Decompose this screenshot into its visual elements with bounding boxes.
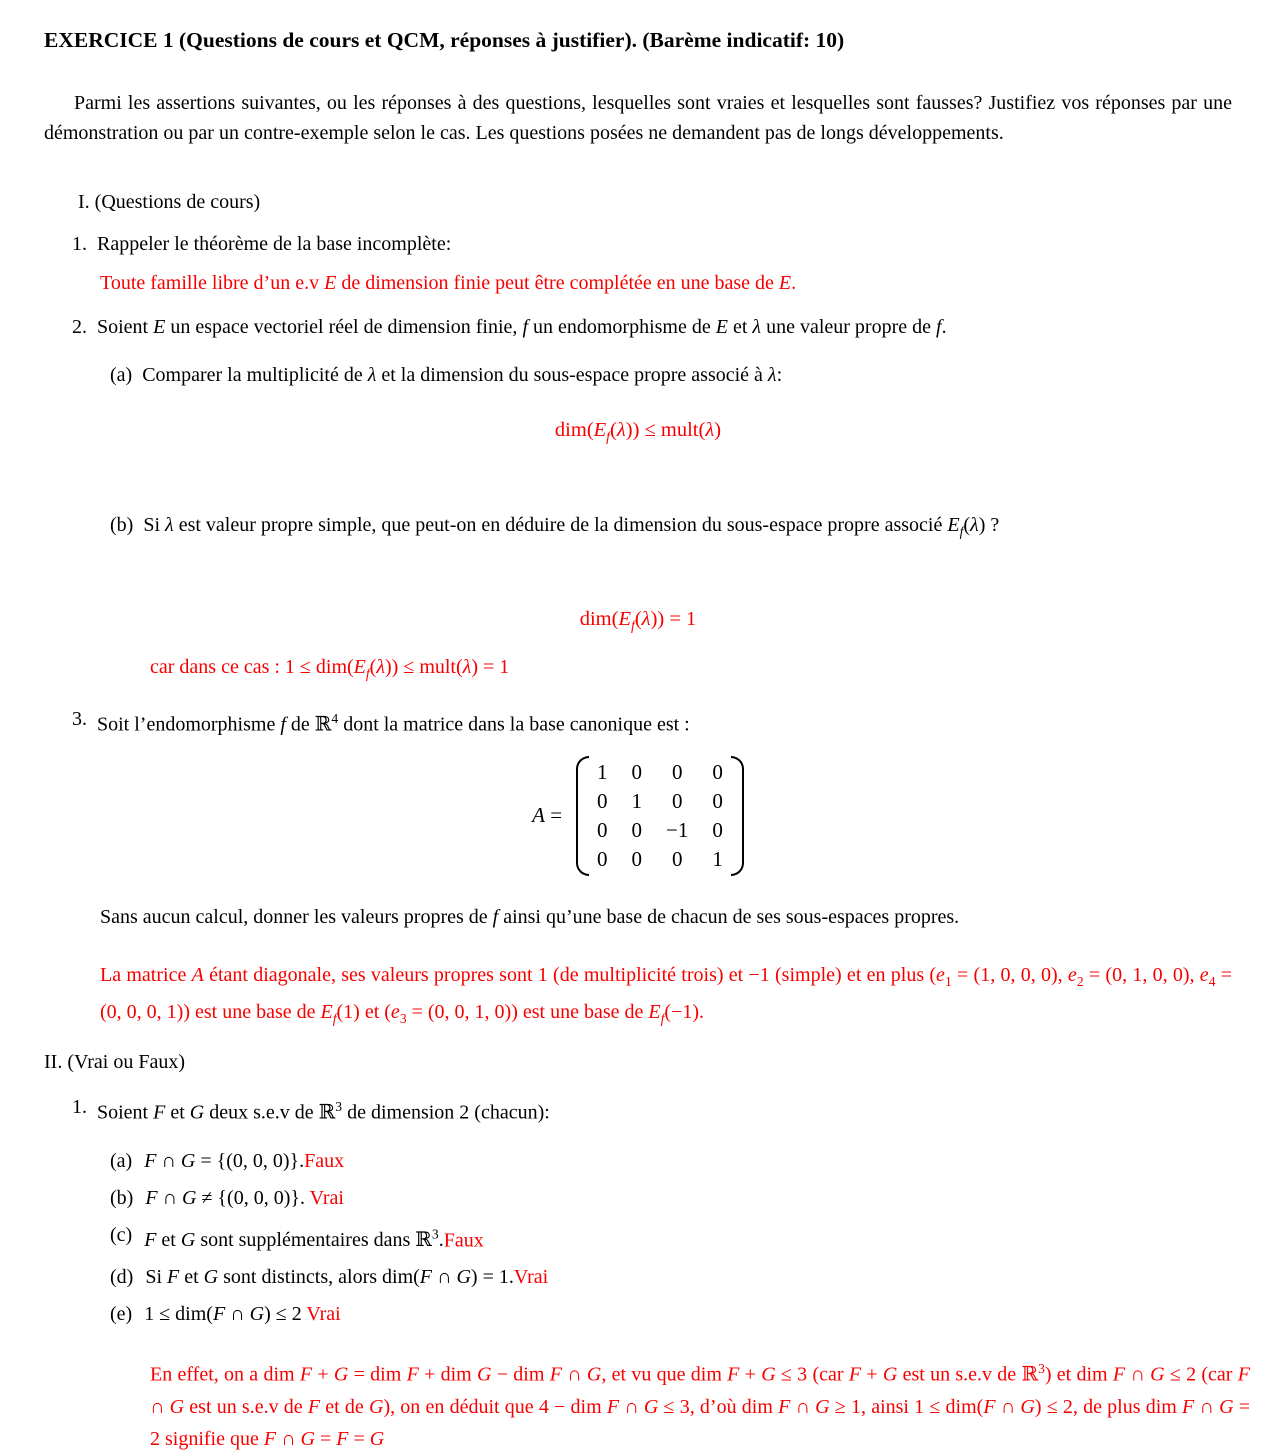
item-b-label: (b) — [110, 1186, 134, 1209]
matrix-cell: 0 — [712, 817, 723, 842]
matrix-right-paren — [731, 756, 744, 876]
verdict-text: Vrai — [306, 1303, 341, 1326]
question-2a-text: Comparer la multiplicité de λ et la dimension du sous-espace propre associé à λ: — [142, 364, 783, 386]
matrix-cell: 0 — [712, 788, 723, 813]
question-3 — [72, 704, 1232, 740]
section-i-title: (Questions de cours) — [94, 191, 261, 213]
question-1-number: 1. — [72, 233, 87, 255]
statement-text: F ∩ G = {(0, 0, 0)}. — [144, 1149, 305, 1172]
matrix-cell: 1 — [712, 846, 723, 871]
question-3-text: Soit l’endomorphisme f de ℝ$^4$ dont la matrice dans la base canonique est : — [97, 711, 690, 736]
question-3-answer: La matrice A étant diagonale, ses valeurs propres sont 1 (de multiplicité trois) et −1 (simple) et en plus ($e_1 = (1$, 0, 0, 0), $e_2 = (0$, 1, 0, 0), $e_4 = (0$, 0, 0, 1)) est une base de $E_f(1)$ et ($e_3 = (0$, 0, 1, 0)) est une base de $E_f(-1)$. — [100, 963, 1233, 1026]
section-ii-question-1-text: Soient F et G deux s.e.v de ℝ$^3$ de dimension 2 (chacun): — [97, 1098, 550, 1124]
section-ii-title: (Vrai ou Faux) — [67, 1050, 185, 1073]
true-false-item-d — [110, 1262, 1232, 1292]
verdict-text: Faux — [443, 1229, 484, 1252]
true-false-item-a — [110, 1146, 1232, 1176]
matrix-cell: 0 — [597, 817, 608, 842]
matrix-cell: 0 — [631, 759, 643, 784]
question-2b-text: Si λ est valeur propre simple, que peut-on en déduire de la dimension du sous-espace propre associé $E_f(\lambda)$ ? — [143, 514, 1000, 540]
item-a-statement — [144, 1146, 344, 1176]
intro-paragraph: Parmi les assertions suivantes, ou les réponses à des questions, lesquelles sont vraies et lesquelles sont fausses? Justifiez vos réponses par une démonstration ou par un contre-exemple selon le cas. Les questions posées ne demandent pas de longs développements. — [44, 92, 1232, 144]
item-e-statement — [144, 1299, 341, 1329]
question-3-followup: Sans aucun calcul, donner les valeurs propres de f ainsi qu’une base de chacun de ses sous-espaces propres. — [100, 905, 960, 928]
question-2b — [110, 510, 1232, 547]
question-2a-label: (a) — [110, 364, 133, 386]
item-a-label: (a) — [110, 1149, 133, 1172]
matrix-cell: 0 — [597, 788, 608, 813]
matrix-cell: 0 — [671, 846, 683, 871]
question-1-answer: Toute famille libre d’un e.v E de dimension finie peut être complétée en une base de E. — [100, 272, 797, 294]
true-false-justification: En effet, on a dim F + G = dim F + dim G − dim F ∩ G, et vu que dim F + G ≤ 3 (car F + G est un s.e.v de ℝ$^3$) et dim F ∩ G ≤ 2 (car F ∩ G est un s.e.v de F et de G), on en déduit que 4 − dim F ∩ G ≤ 3, d’où dim F ∩ G ≥ 1, ainsi 1 ≤ dim(F ∩ G) ≤ 2, de plus dim F ∩ G = 2 signifie que F ∩ G = F = G — [150, 1361, 1251, 1450]
true-false-item-b — [110, 1183, 1232, 1213]
item-c-statement — [144, 1220, 484, 1256]
matrix-cell: 0 — [597, 846, 608, 871]
section-ii-question-1-number: 1. — [72, 1095, 87, 1118]
section-ii-label: II. — [44, 1050, 63, 1073]
verdict-text: Faux — [304, 1149, 345, 1172]
true-false-item-c — [110, 1220, 1232, 1256]
section-i-heading — [78, 188, 1232, 216]
matrix-cell: 1 — [597, 759, 608, 784]
section-ii-heading — [44, 1048, 1232, 1076]
section-ii-question-1 — [72, 1092, 1232, 1128]
question-2a — [110, 360, 1232, 390]
matrix-cell: −1 — [666, 817, 689, 842]
matrix-lhs: A = — [532, 803, 563, 828]
question-2b-label: (b) — [110, 514, 134, 537]
item-b-statement — [145, 1183, 344, 1213]
exercise-title — [44, 26, 1232, 54]
question-2a-answer-formula: $dim(E_f(\lambda))$ ≤ mult(λ) — [554, 419, 722, 446]
item-d-statement — [145, 1262, 548, 1292]
exercise-title-note: (Barème indicatif: 10) — [637, 28, 845, 52]
matrix-grid — [589, 756, 731, 876]
true-false-item-e — [110, 1299, 1232, 1329]
matrix-cell: 0 — [631, 846, 643, 871]
question-2 — [72, 312, 1232, 342]
question-2b-answer-formula: $dim(E_f(\lambda)) = 1$ — [579, 608, 697, 635]
true-false-list — [44, 1146, 1232, 1330]
statement-text: F ∩ G ≠ {(0, 0, 0)}. — [145, 1186, 310, 1209]
statement-text: 1 ≤ dim(F ∩ G) ≤ 2 — [144, 1303, 307, 1326]
section-i-label: I. — [78, 191, 90, 213]
question-1 — [72, 229, 1232, 259]
matrix-cell: 0 — [712, 759, 723, 784]
question-2b-answer-note: car dans ce cas : $1 \le dim(E_f(\lambda))$ ≤ mult(λ) = 1 — [150, 656, 510, 682]
question-1-text: Rappeler le théorème de la base incomplète: — [97, 233, 452, 255]
question-2-text: Soient E un espace vectoriel réel de dimension finie, f un endomorphisme de E et λ une valeur propre de f. — [97, 316, 947, 338]
verdict-text: Vrai — [309, 1186, 344, 1209]
matrix-cell: 1 — [631, 788, 643, 813]
matrix-cell: 0 — [671, 788, 683, 813]
question-2-number: 2. — [72, 316, 87, 338]
item-d-label: (d) — [110, 1266, 134, 1289]
matrix-left-paren — [576, 756, 589, 876]
statement-text: F et G sont supplémentaires dans ℝ$^3$. — [144, 1226, 444, 1252]
exercise-title-bold: EXERCICE 1 (Questions de cours et QCM, réponses à justifier). — [44, 28, 638, 52]
statement-text: Si F et G sont distincts, alors dim(F ∩ G) = 1. — [145, 1266, 514, 1289]
item-c-label: (c) — [110, 1223, 133, 1246]
matrix-cell: 0 — [671, 759, 683, 784]
matrix-equation — [44, 756, 1232, 876]
verdict-text: Vrai — [513, 1266, 549, 1289]
item-e-label: (e) — [110, 1303, 133, 1326]
question-3-number: 3. — [72, 708, 87, 731]
matrix-cell: 0 — [631, 817, 643, 842]
